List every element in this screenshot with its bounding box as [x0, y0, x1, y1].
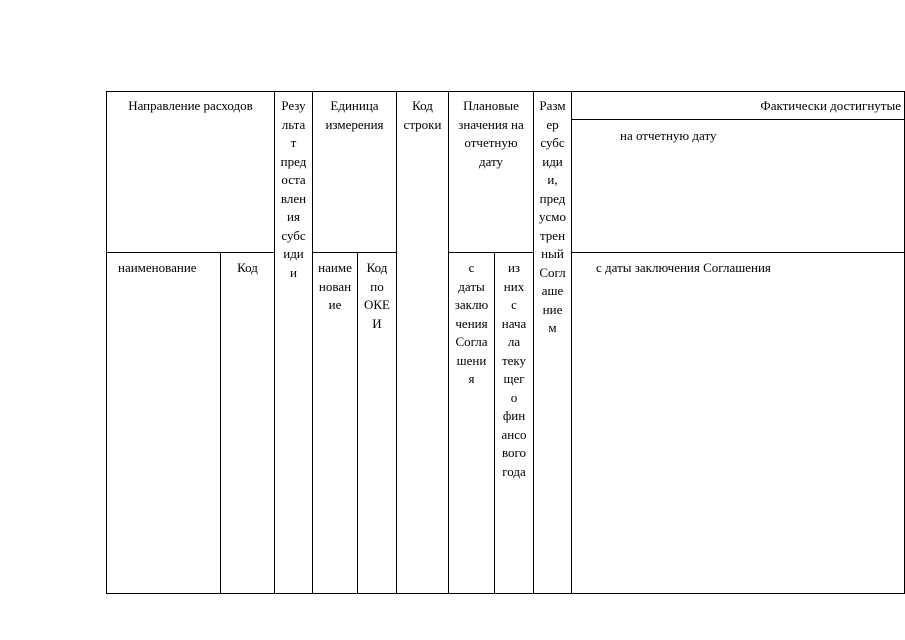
subheader-of-them-fy: из них с нача ла теку щег о фин ансо вого года: [501, 260, 527, 479]
col-line-6: [571, 91, 572, 594]
header-as-of-date: на отчетную дату: [620, 128, 717, 143]
header-bottom-divider-unit: [312, 252, 396, 253]
col-line-0: [106, 91, 107, 594]
header-bottom-divider-plan: [448, 252, 533, 253]
header-unit: Единица измерения: [325, 98, 384, 132]
subheader-code: Код: [237, 260, 258, 275]
header-actual: Фактически достигнутые: [760, 98, 901, 113]
subheader-since-agreement: с даты заклю чения Согла шени я: [454, 260, 489, 386]
table-top-border: [106, 91, 905, 92]
header-subsidy-amount: Разм ер субс иди и, пред усмо трен ный Согл аше ние м: [539, 98, 566, 335]
header-row-code: Код строки: [403, 98, 442, 132]
col-line-3: [396, 91, 397, 594]
subheader-unit-name: наиме нован ие: [318, 260, 352, 312]
col-line-2: [312, 91, 313, 594]
header-result: Резу льта т пред оста влен ия субс иди и: [280, 98, 307, 280]
header-bottom-divider-left: [106, 252, 274, 253]
subheader-okei-code: Код по ОКЕ И: [364, 260, 390, 331]
subheader-actual-since-agreement: с даты заключения Соглашения: [596, 260, 771, 275]
header-expense-direction: Направление расходов: [128, 98, 253, 113]
header-planned-values: Плановые значения на отчетную дату: [458, 98, 524, 169]
table-bottom-border: [106, 593, 905, 594]
actual-subheader-divider: [571, 119, 905, 120]
header-bottom-divider-actual: [571, 252, 905, 253]
subheader-name: наименование: [118, 260, 197, 275]
col-line-name-code: [220, 252, 221, 593]
